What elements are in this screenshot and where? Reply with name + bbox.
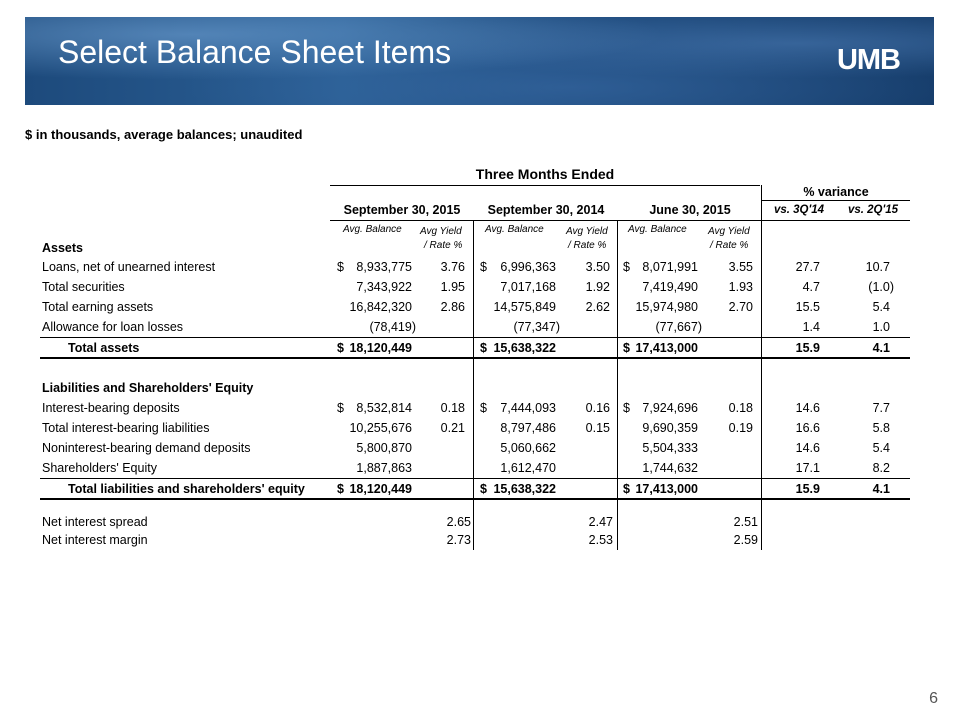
cell-yield: 1.95 <box>440 280 465 294</box>
cell-variance: 5.8 <box>872 421 890 435</box>
cell-balance: 7,017,168 <box>500 280 556 294</box>
variance-col-2q15: vs. 2Q'15 <box>847 204 899 216</box>
cell-variance: 15.9 <box>795 341 820 355</box>
divider <box>40 478 910 479</box>
period-header-sep-2014: September 30, 2014 <box>487 203 605 217</box>
cell-variance: 7.7 <box>872 401 890 415</box>
cell-variance: 10.7 <box>865 260 890 274</box>
cell-balance: 15,638,322 <box>493 482 556 496</box>
dollar-sign: $ <box>623 341 630 355</box>
cell-balance: 9,690,359 <box>642 421 698 435</box>
cell-balance: 7,419,490 <box>642 280 698 294</box>
cell-variance: 16.6 <box>795 421 820 435</box>
cell-balance: 8,071,991 <box>642 260 698 274</box>
divider <box>330 185 760 186</box>
cell-yield: 1.93 <box>728 280 753 294</box>
cell-yield: 0.18 <box>440 401 465 415</box>
cell-balance: 15,638,322 <box>493 341 556 355</box>
cell-variance: 14.6 <box>795 401 820 415</box>
cell-yield: 0.15 <box>585 421 610 435</box>
divider <box>40 357 910 359</box>
row-label: Shareholders' Equity <box>42 461 157 475</box>
variance-col-3q14: vs. 3Q'14 <box>773 204 825 216</box>
cell-yield: 2.51 <box>733 515 758 529</box>
cell-balance: 16,842,320 <box>349 300 412 314</box>
cell-yield: 2.62 <box>585 300 610 314</box>
page-number: 6 <box>929 690 938 707</box>
row-label: Loans, net of unearned interest <box>42 260 216 274</box>
cell-yield: 1.92 <box>585 280 610 294</box>
cell-yield: 2.73 <box>446 533 471 547</box>
divider <box>762 200 910 201</box>
dollar-sign: $ <box>623 482 630 496</box>
cell-balance: 1,887,863 <box>356 461 412 475</box>
liabilities-section-label: Liabilities and Shareholders' Equity <box>42 381 254 395</box>
cell-yield: 2.86 <box>440 300 465 314</box>
column-separator <box>473 220 474 550</box>
subheader-yield: Avg Yield <box>566 226 608 237</box>
dollar-sign: $ <box>480 341 487 355</box>
cell-balance: 7,924,696 <box>642 401 698 415</box>
divider <box>330 220 910 221</box>
cell-variance: 5.4 <box>872 441 890 455</box>
cell-yield: 0.18 <box>728 401 753 415</box>
subheader-balance: Avg. Balance <box>343 224 402 235</box>
cell-variance: 8.2 <box>872 461 890 475</box>
cell-balance: 15,974,980 <box>635 300 698 314</box>
cell-variance: 15.5 <box>795 300 820 314</box>
cell-balance: 10,255,676 <box>349 421 412 435</box>
dollar-sign: $ <box>480 482 487 496</box>
cell-variance: 14.6 <box>795 441 820 455</box>
assets-section-label: Assets <box>42 241 83 255</box>
cell-yield: 0.19 <box>728 421 753 435</box>
cell-balance: (78,419) <box>369 320 416 334</box>
header-banner <box>25 17 934 105</box>
cell-balance: 5,060,662 <box>500 441 556 455</box>
cell-balance: 17,413,000 <box>635 482 698 496</box>
cell-variance: 4.7 <box>802 280 820 294</box>
column-separator <box>761 185 762 550</box>
cell-yield: 2.53 <box>588 533 613 547</box>
subheader-yield: Avg Yield <box>420 226 462 237</box>
cell-variance: 4.1 <box>872 341 890 355</box>
dollar-sign: $ <box>480 401 487 415</box>
row-label: Net interest margin <box>42 533 148 547</box>
period-header-jun-2015: June 30, 2015 <box>649 203 731 217</box>
subheader-balance: Avg. Balance <box>628 224 687 235</box>
cell-balance: 5,504,333 <box>642 441 698 455</box>
row-label: Allowance for loan losses <box>42 320 184 334</box>
cell-variance: 17.1 <box>795 461 820 475</box>
dollar-sign: $ <box>623 401 630 415</box>
cell-balance: 8,933,775 <box>356 260 412 274</box>
dollar-sign: $ <box>623 260 630 274</box>
row-label: Noninterest-bearing demand deposits <box>42 441 251 455</box>
cell-yield: 3.76 <box>440 260 465 274</box>
row-label: Interest-bearing deposits <box>42 401 180 415</box>
dollar-sign: $ <box>480 260 487 274</box>
dollar-sign: $ <box>337 260 344 274</box>
cell-balance: (77,667) <box>655 320 702 334</box>
cell-balance: 1,744,632 <box>642 461 698 475</box>
row-label: Total liabilities and shareholders' equity <box>68 482 305 496</box>
divider <box>40 498 910 500</box>
row-label: Total interest-bearing liabilities <box>42 421 210 435</box>
cell-balance: 1,612,470 <box>500 461 556 475</box>
cell-balance: 17,413,000 <box>635 341 698 355</box>
cell-yield: 2.70 <box>728 300 753 314</box>
dollar-sign: $ <box>337 341 344 355</box>
cell-variance: 27.7 <box>795 260 820 274</box>
umb-logo: UMB <box>836 44 900 76</box>
subheader-yield: Avg Yield <box>708 226 750 237</box>
cell-variance: 4.1 <box>872 482 890 496</box>
cell-yield: 3.55 <box>728 260 753 274</box>
cell-balance: (77,347) <box>513 320 560 334</box>
row-label: Total assets <box>68 341 140 355</box>
cell-balance: 18,120,449 <box>349 341 412 355</box>
cell-variance: (1.0) <box>868 280 894 294</box>
cell-balance: 7,343,922 <box>356 280 412 294</box>
row-label: Net interest spread <box>42 515 148 529</box>
subheader-rate: / Rate % <box>710 240 749 251</box>
cell-yield: 0.21 <box>440 421 465 435</box>
cell-balance: 14,575,849 <box>493 300 556 314</box>
cell-balance: 5,800,870 <box>356 441 412 455</box>
cell-variance: 1.4 <box>802 320 820 334</box>
subtitle: $ in thousands, average balances; unaudited <box>25 127 303 142</box>
cell-balance: 8,532,814 <box>356 401 412 415</box>
column-separator <box>617 220 618 550</box>
cell-yield: 0.16 <box>585 401 610 415</box>
divider <box>40 337 910 338</box>
three-months-ended-header: Three Months Ended <box>475 166 615 182</box>
cell-balance: 7,444,093 <box>500 401 556 415</box>
cell-yield: 2.47 <box>588 515 613 529</box>
row-label: Total earning assets <box>42 300 154 314</box>
cell-balance: 8,797,486 <box>500 421 556 435</box>
cell-variance: 5.4 <box>872 300 890 314</box>
subheader-balance: Avg. Balance <box>485 224 544 235</box>
page-title: Select Balance Sheet Items <box>58 34 452 70</box>
cell-balance: 18,120,449 <box>349 482 412 496</box>
variance-header: % variance <box>803 185 869 199</box>
subheader-rate: / Rate % <box>424 240 463 251</box>
period-header-sep-2015: September 30, 2015 <box>343 203 461 217</box>
row-label: Total securities <box>42 280 125 294</box>
cell-yield: 2.59 <box>733 533 758 547</box>
subheader-rate: / Rate % <box>568 240 607 251</box>
cell-yield: 2.65 <box>446 515 471 529</box>
dollar-sign: $ <box>337 401 344 415</box>
cell-variance: 15.9 <box>795 482 820 496</box>
cell-variance: 1.0 <box>872 320 890 334</box>
dollar-sign: $ <box>337 482 344 496</box>
cell-yield: 3.50 <box>585 260 610 274</box>
cell-balance: 6,996,363 <box>500 260 556 274</box>
